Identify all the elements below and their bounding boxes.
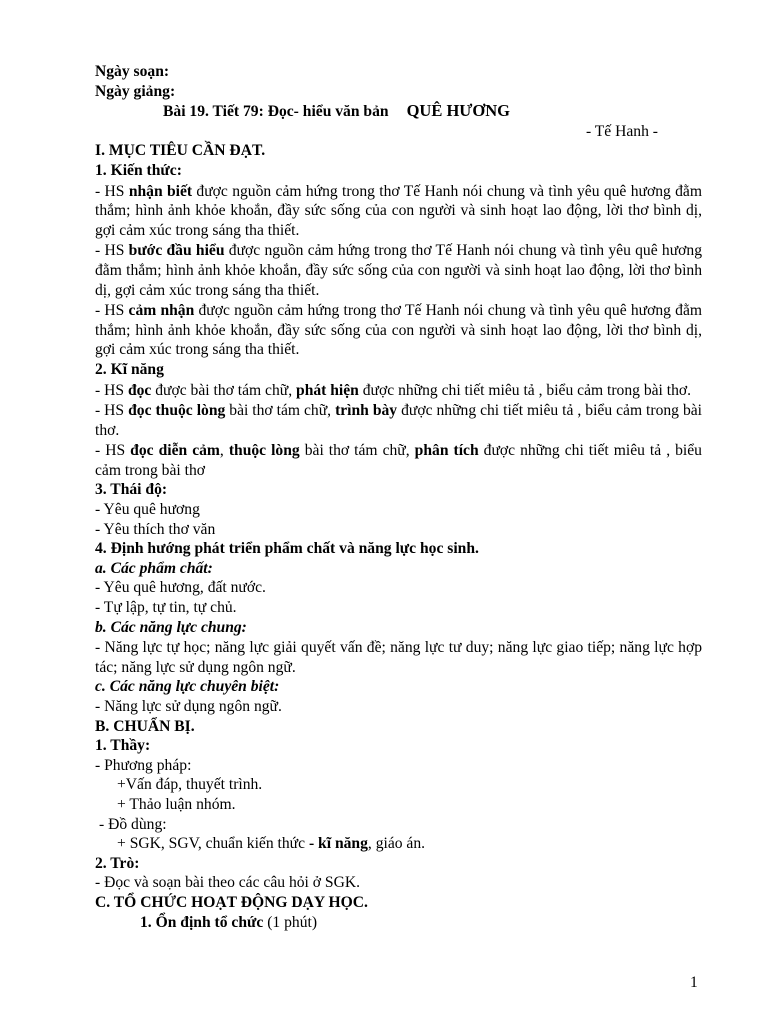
student-text: - Đọc và soạn bài theo các câu hỏi ở SGK. <box>95 874 361 892</box>
section-C-heading: C. TỔ CHỨC HOẠT ĐỘNG DẠY HỌC. <box>95 893 368 911</box>
work-title: QUÊ HƯƠNG <box>406 101 511 121</box>
page-number: 1 <box>690 974 698 991</box>
section-B-heading: B. CHUẨN BỊ. <box>95 717 195 735</box>
tools-item: + SGK, SGV, chuẩn kiến thức - kĩ năng, giáo án. <box>117 835 426 853</box>
student-heading: 2. Trò: <box>95 854 140 872</box>
teach-date-label: Ngày giảng: <box>95 82 176 100</box>
teacher-heading: 1. Thầy: <box>95 737 151 755</box>
general-competencies-heading: b. Các năng lực chung: <box>95 618 247 636</box>
knowledge-paragraph-1: - HS nhận biết được nguồn cảm hứng trong thơ Tế Hanh nói chung và tình yêu quê hương đằm thắm; hình ảnh khỏe khoắn, đầy sức sống của con người và sinh hoạt lao động, lời thơ bình dị, gợi cảm xúc trong sáng tha thiết. <box>95 182 702 239</box>
knowledge-heading: 1. Kiến thức: <box>95 161 182 179</box>
lesson-title: Bài 19. Tiết 79: Đọc- hiểu văn bản QUÊ HƯƠNG <box>163 101 511 121</box>
skills-heading: 2. Kĩ năng <box>95 360 164 378</box>
prep-date-label: Ngày soạn: <box>95 63 170 80</box>
skills-paragraph-3: - HS đọc diễn cảm, thuộc lòng bài thơ tám chữ, phân tích được những chi tiết miêu tả , biểu cảm trong bài thơ <box>95 442 702 479</box>
orientation-heading: 4. Định hướng phát triển phẩm chất và năng lực học sinh. <box>95 540 479 558</box>
attitude-item: - Yêu quê hương <box>95 501 200 519</box>
document-page <box>95 62 702 932</box>
attitude-heading: 3. Thái độ: <box>95 481 168 499</box>
section-I-heading: I. MỤC TIÊU CẦN ĐẠT. <box>95 142 266 160</box>
skills-paragraph-1: - HS đọc được bài thơ tám chữ, phát hiện được những chi tiết miêu tả , biểu cảm trong bài thơ. <box>95 381 692 399</box>
specific-competencies-heading: c. Các năng lực chuyên biệt: <box>95 678 280 696</box>
skills-paragraph-2: - HS đọc thuộc lòng bài thơ tám chữ, trình bày được những chi tiết miêu tả , biểu cảm trong bài thơ. <box>95 402 702 439</box>
qualities-item: - Yêu quê hương, đất nước. <box>95 579 266 597</box>
specific-competencies-text: - Năng lực sử dụng ngôn ngữ. <box>95 698 282 715</box>
method-label: - Phương pháp: <box>95 756 192 774</box>
attitude-item: - Yêu thích thơ văn <box>95 520 216 538</box>
author-line: - Tế Hanh - <box>585 122 658 140</box>
general-competencies-text: - Năng lực tự học; năng lực giải quyết vấn đề; năng lực tư duy; năng lực giao tiếp; năng lực hợp tác; năng lực sử dụng ngôn ngữ. <box>95 639 702 676</box>
tools-label: - Đồ dùng: <box>99 815 167 833</box>
knowledge-paragraph-2: - HS bước đầu hiểu được nguồn cảm hứng trong thơ Tế Hanh nói chung và tình yêu quê hương đằm thắm; hình ảnh khỏe khoắn, đầy sức sống của con người và sinh hoạt lao động, lời thơ bình dị, gợi cảm xúc trong sáng tha thiết. <box>95 242 702 299</box>
qualities-item: - Tự lập, tự tin, tự chủ. <box>95 599 237 617</box>
knowledge-paragraph-3: - HS cảm nhận được nguồn cảm hứng trong thơ Tế Hanh nói chung và tình yêu quê hương đằm thắm; hình ảnh khỏe khoắn, đầy sức sống của con người và sinh hoạt lao động, lời thơ bình dị, gợi cảm xúc trong sáng tha thiết. <box>95 302 702 359</box>
step-1: 1. Ổn định tổ chức (1 phút) <box>140 913 318 931</box>
method-item: + Thảo luận nhóm. <box>117 795 236 813</box>
qualities-heading: a. Các phẩm chất: <box>95 559 213 577</box>
method-item: +Vấn đáp, thuyết trình. <box>117 776 263 794</box>
